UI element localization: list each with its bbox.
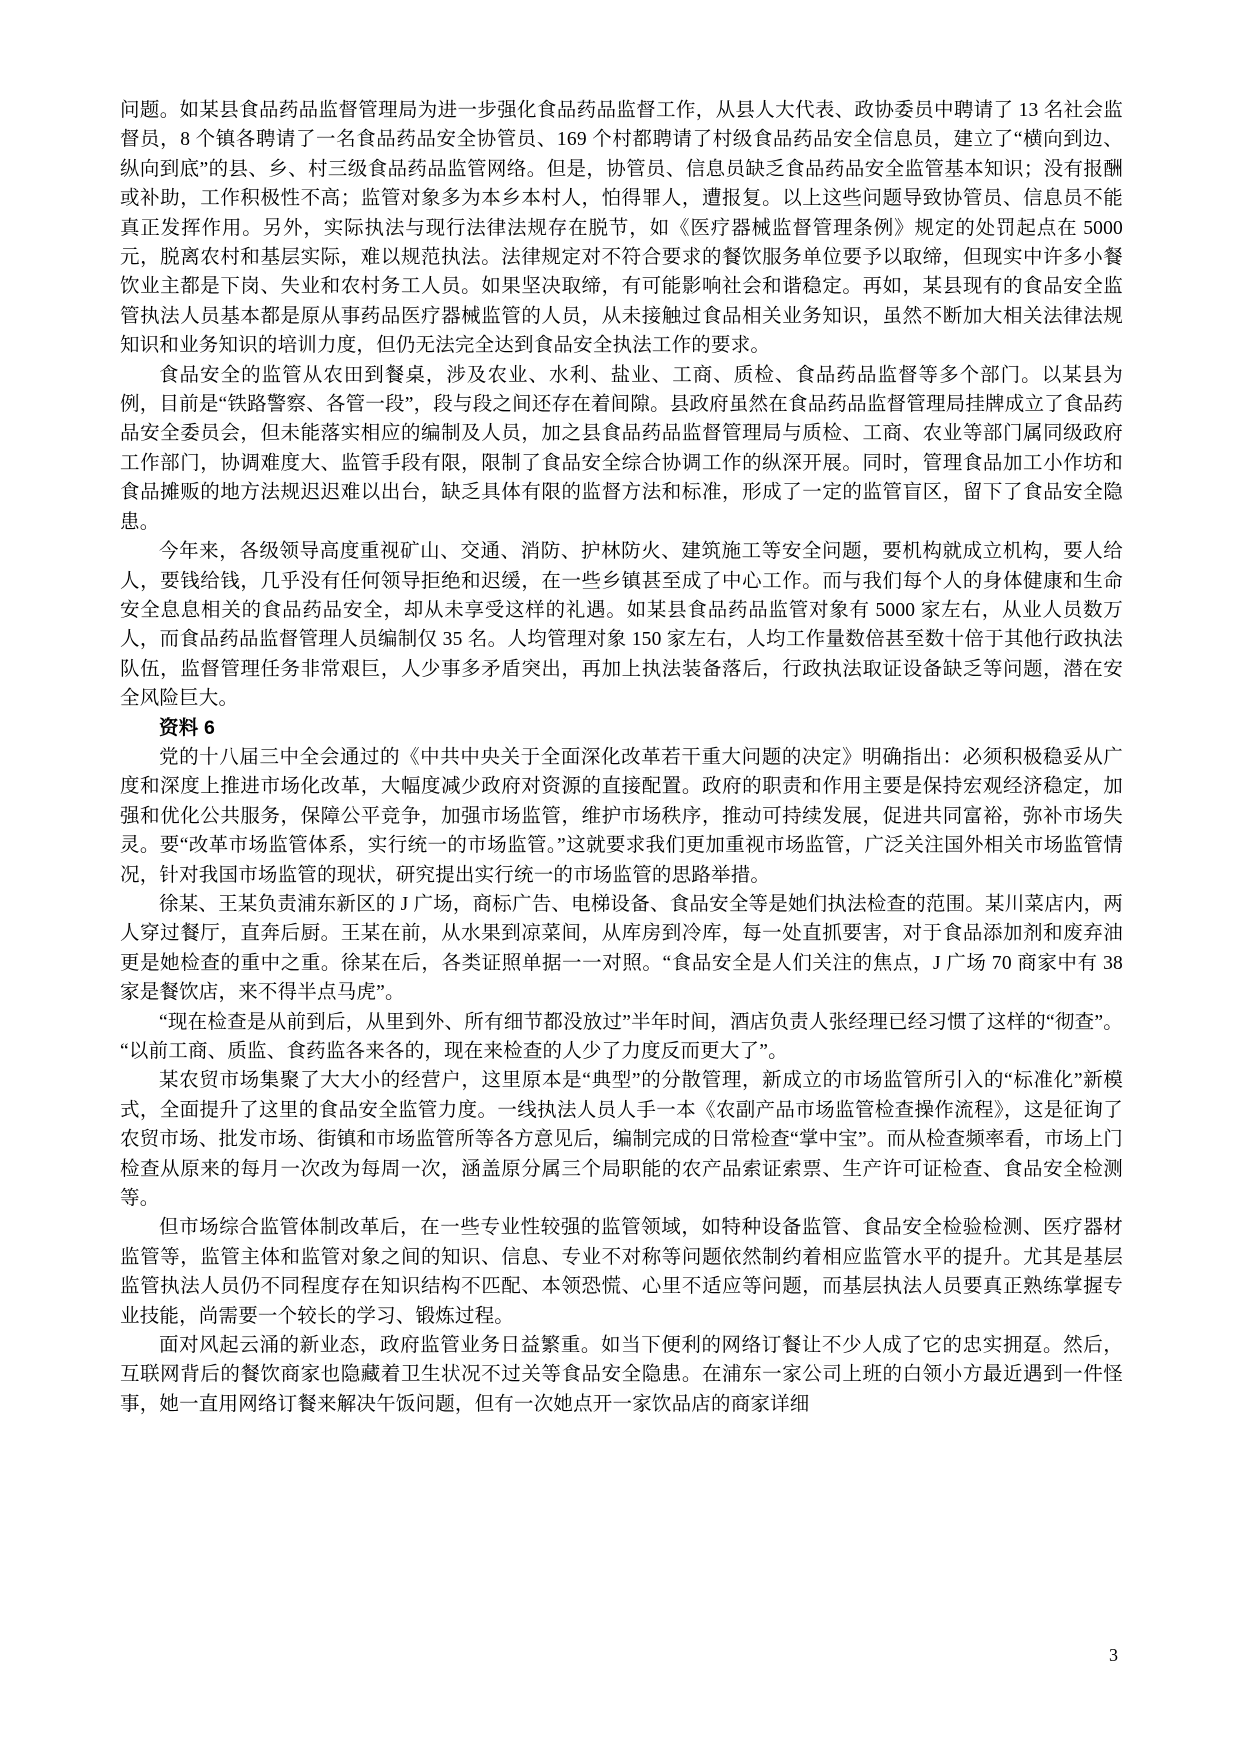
paragraph: 食品安全的监管从农田到餐桌，涉及农业、水利、盐业、工商、质检、食品药品监督等多个部门。以某县为例，目前是“铁路警察、各管一段”，段与段之间还存在着间隙。县政府虽然在食品药品监督管理局挂牌成立了食品药品安全委员会，但未能落实相应的编制及人员，加之县食品药品监督管理局与质检、工商、农业等部门属同级政府工作部门，协调难度大、监管手段有限，限制了食品安全综合协调工作的纵深开展。同时，管理食品加工小作坊和食品摊贩的地方法规迟迟难以出台，缺乏具体有限的监督方法和标准，形成了一定的监管盲区，留下了食品安全隐患。 [120,364,1123,533]
section-heading: 资料 6 [159,716,216,739]
paragraph: 徐某、王某负责浦东新区的 J 广场，商标广告、电梯设备、食品安全等是她们执法检查的范围。某川菜店内，两人穿过餐厅，直奔后厨。王某在前，从水果到凉菜间，从库房到冷库，每一处直抓要害，对于食品添加剂和废弃油更是她检查的重中之重。徐某在后，各类证照单据一一对照。“食品安全是人们关注的焦点，J 广场 70 商家中有 38 家是餐饮店，来不得半点马虎”。 [120,893,1123,1004]
paragraph: 党的十八届三中全会通过的《中共中央关于全面深化改革若干重大问题的决定》明确指出：必须积极稳妥从广度和深度上推进市场化改革，大幅度减少政府对资源的直接配置。政府的职责和作用主要是保持宏观经济稳定，加强和优化公共服务，保障公平竞争，加强市场监管，维护市场秩序，推动可持续发展，促进共同富裕，弥补市场失灵。要“改革市场监管体系，实行统一的市场监管。”这就要求我们更加重视市场监管，广泛关注国外相关市场监管情况，针对我国市场监管的现状，研究提出实行统一的市场监管的思路举措。 [120,746,1123,886]
paragraph: 今年来，各级领导高度重视矿山、交通、消防、护林防火、建筑施工等安全问题，要机构就成立机构，要人给人，要钱给钱，几乎没有任何领导拒绝和迟缓，在一些乡镇甚至成了中心工作。而与我们每个人的身体健康和生命安全息息相关的食品药品安全，却从未享受这样的礼遇。如某县食品药品监管对象有 5000 家左右，从业人员数万人，而食品药品监督管理人员编制仅 35 名。人均管理对象 150 家左右，人均工作量数倍甚至数十倍于其他行政执法队伍，监督管理任务非常艰巨，人少事多矛盾突出，再加上执法装备落后，行政执法取证设备缺乏等问题，潜在安全风险巨大。 [120,541,1123,710]
page-number: 3 [1109,1645,1118,1665]
paragraph: 面对风起云涌的新业态，政府监管业务日益繁重。如当下便利的网络订餐让不少人成了它的忠实拥趸。然后，互联网背后的餐饮商家也隐藏着卫生状况不过关等食品安全隐患。在浦东一家公司上班的白领小方最近遇到一件怪事，她一直用网络订餐来解决午饭问题，但有一次她点开一家饮品店的商家详细 [120,1335,1123,1415]
document-body [120,96,1123,1419]
paragraph: 问题。如某县食品药品监督管理局为进一步强化食品药品监督工作，从县人大代表、政协委员中聘请了 13 名社会监督员，8 个镇各聘请了一名食品药品安全协管员、169 个村都聘请了村级食品药品安全信息员，建立了“横向到边、纵向到底”的县、乡、村三级食品药品监管网络。但是，协管员、信息员缺乏食品药品安全监管基本知识；没有报酬或补助，工作积极性不高；监管对象多为本乡本村人，怕得罪人，遭报复。以上这些问题导致协管员、信息员不能真正发挥作用。另外，实际执法与现行法律法规存在脱节，如《医疗器械监督管理条例》规定的处罚起点在 5000 元，脱离农村和基层实际，难以规范执法。法律规定对不符合要求的餐饮服务单位要予以取缔，但现实中许多小餐饮业主都是下岗、失业和农村务工人员。如果坚决取缔，有可能影响社会和谐稳定。再如，某县现有的食品安全监管执法人员基本都是原从事药品医疗器械监管的人员，从未接触过食品相关业务知识，虽然不断加大相关法律法规知识和业务知识的培训力度，但仍无法完全达到食品安全执法工作的要求。 [120,100,1123,357]
paragraph: 但市场综合监管体制改革后，在一些专业性较强的监管领域，如特种设备监管、食品安全检验检测、医疗器材监管等，监管主体和监管对象之间的知识、信息、专业不对称等问题依然制约着相应监管水平的提升。尤其是基层监管执法人员仍不同程度存在知识结构不匹配、本领恐慌、心里不适应等问题，而基层执法人员要真正熟练掌握专业技能，尚需要一个较长的学习、锻炼过程。 [120,1217,1123,1327]
paragraph: 某农贸市场集聚了大大小的经营户，这里原本是“典型”的分散管理，新成立的市场监管所引入的“标准化”新模式，全面提升了这里的食品安全监管力度。一线执法人员人手一本《农副产品市场监管检查操作流程》，这是征询了农贸市场、批发市场、街镇和市场监管所等各方意见后，编制完成的日常检查“掌中宝”。而从检查频率看，市场上门检查从原来的每月一次改为每周一次，涵盖原分属三个局职能的农产品索证索票、生产许可证检查、食品安全检测等。 [120,1070,1123,1210]
paragraph: “现在检查是从前到后，从里到外、所有细节都没放过”半年时间，酒店负责人张经理已经习惯了这样的“彻查”。“以前工商、质监、食药监各来各的，现在来检查的人少了力度反而更大了”。 [120,1011,1123,1062]
